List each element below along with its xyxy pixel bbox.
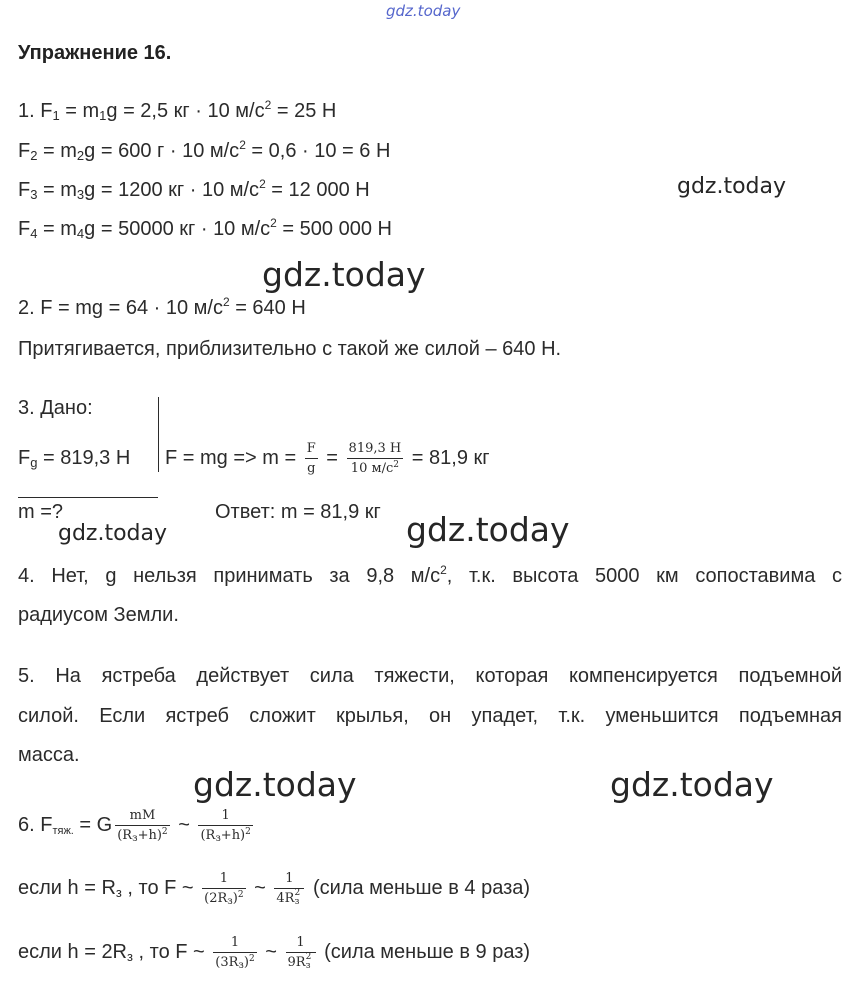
fraction: $\frac{1}{(R_з+h)^2}$ bbox=[200, 808, 251, 845]
ex4-line1: 4. Нет, g нельзя принимать за 9,8 $м/с^2$, т.к. высота 5000 км сопоставима с bbox=[18, 563, 842, 587]
ex3-formula: F = mg => m = $\frac{F}{g}$ = $\frac{819,3 Н}{10 м/с^2}$ = 81,9 кг bbox=[165, 441, 490, 477]
ex6-case2: если $h = 2R_з$ , то F ~ $\frac{1}{(3R_з)^2}$ ~ 1 9R 2 з (сила меньше в 9 раз) bbox=[18, 935, 531, 972]
watermark: gdz.today bbox=[193, 765, 357, 804]
fraction: $\frac{1}{(2R_з)^2}$ bbox=[204, 871, 244, 908]
fraction: 1 9R 2 з bbox=[286, 934, 316, 971]
ex4-line2: радиусом Земли. bbox=[18, 604, 179, 626]
ex2-line2: Притягивается, приблизительно с такой же силой – 640 Н. bbox=[18, 338, 562, 360]
ex1-line4: $F_4 = m_4g = 50000$ кг · 10 $м/с^2 = 500$ 000 Н bbox=[18, 216, 392, 241]
ex6-formula: 6. $F_{тяж.} = G$ $\frac{mM}{(R_з+h)^2}$ ~ $\frac{1}{(R_з+h)^2}$ bbox=[18, 808, 251, 845]
watermark: gdz.today bbox=[610, 765, 774, 804]
ex3-find: m =? bbox=[18, 501, 64, 523]
watermark: gdz.today bbox=[58, 521, 168, 546]
ex2-line1: 2. F = mg = 64 · 10 $м/с^2 = 640$ Н bbox=[18, 295, 306, 319]
watermark: gdz.today bbox=[262, 255, 426, 294]
fraction: $\frac{F}{g}$ bbox=[306, 441, 316, 477]
ex3-given-label: 3. Дано: bbox=[18, 397, 93, 419]
ex1-line2: $F_2 = m_2g = 600$ г · 10 $м/с^2 = 0,6 \cdot 10 = 6$ Н bbox=[18, 138, 391, 163]
fraction: 1 4R 2 з bbox=[274, 870, 304, 907]
ex3-answer: Ответ: m = 81,9 кг bbox=[215, 501, 381, 523]
ex3-divider-vertical bbox=[158, 397, 159, 472]
ex1-line3: $F_3 = m_3g = 1200$ кг · 10 $м/с^2 = 12$ 000 Н bbox=[18, 177, 370, 202]
fraction: $\frac{mM}{(R_з+h)^2}$ bbox=[117, 808, 168, 845]
ex5-line2: силой. Если ястреб сложит крылья, он упадет, т.к. уменьшится подъемная bbox=[18, 705, 842, 727]
watermark: gdz.today bbox=[677, 174, 787, 199]
ex5-line3: масса. bbox=[18, 744, 80, 766]
ex5-line1: 5. На ястреба действует сила тяжести, которая компенсируется подъемной bbox=[18, 665, 842, 687]
watermark: gdz.today bbox=[406, 510, 570, 549]
fraction: $\frac{1}{(3R_з)^2}$ bbox=[215, 935, 255, 972]
ex3-given-value: $F_g = 819,3$ Н bbox=[18, 447, 131, 470]
ex3-divider-horizontal bbox=[18, 497, 158, 498]
ex1-line1: 1. $F_1 = m_1g = 2,5$ кг · 10 $м/с^2 = 25$ Н bbox=[18, 98, 337, 123]
ex6-case1: если $h = R_з$ , то F ~ $\frac{1}{(2R_з)^2}$ ~ 1 4R 2 з (сила меньше в 4 раза) bbox=[18, 871, 531, 908]
fraction: $\frac{819,3 Н}{10 м/с^2}$ bbox=[348, 441, 402, 477]
page-title: Упражнение 16. bbox=[18, 42, 172, 64]
watermark-top: gdz.today bbox=[386, 2, 461, 20]
